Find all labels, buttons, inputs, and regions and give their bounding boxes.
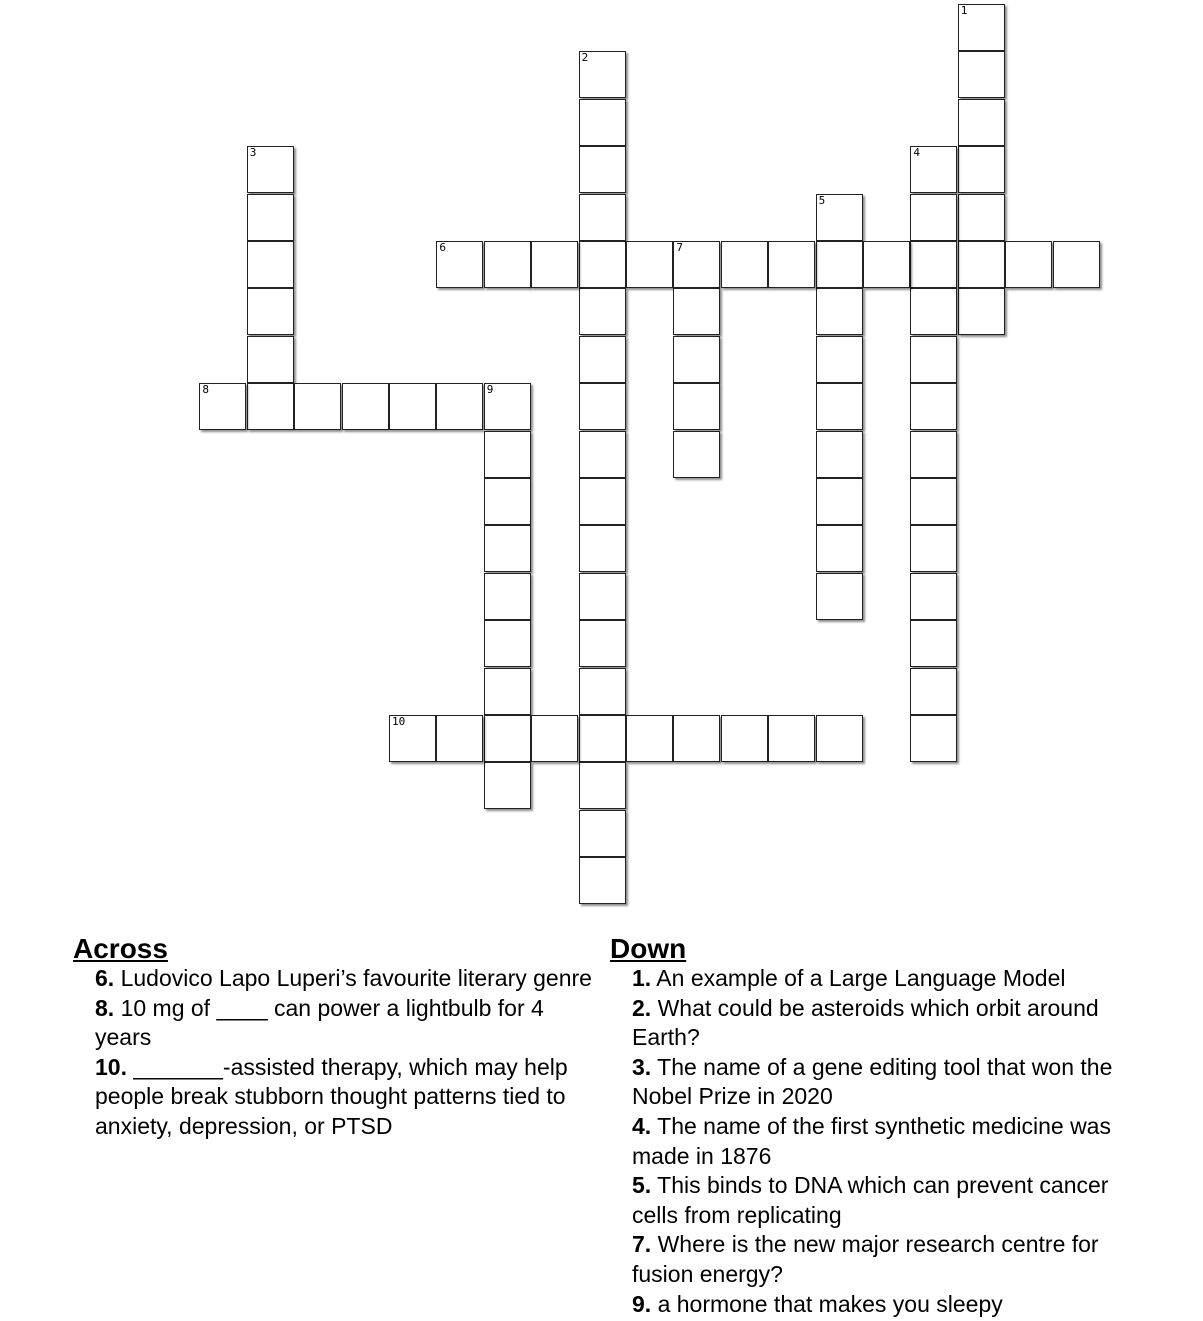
grid-cell[interactable] [436, 383, 483, 430]
grid-cell[interactable] [579, 525, 626, 572]
grid-cell[interactable] [579, 810, 626, 857]
grid-cell[interactable] [579, 288, 626, 335]
clue-number-label: 2 [581, 51, 589, 65]
grid-cell[interactable] [247, 336, 294, 383]
grid-cell[interactable] [436, 241, 483, 288]
grid-cell[interactable] [579, 194, 626, 241]
clue-across-10 [95, 1053, 603, 1142]
clue-number: 6. [95, 965, 115, 991]
grid-cell[interactable] [484, 715, 531, 762]
grid-cell[interactable] [958, 51, 1005, 98]
clue-number-label: 5 [818, 193, 826, 207]
clue-number-label: 4 [913, 146, 921, 160]
grid-cell[interactable] [958, 194, 1005, 241]
grid-cell[interactable] [579, 478, 626, 525]
grid-cell[interactable] [816, 194, 863, 241]
grid-cell[interactable] [910, 288, 957, 335]
grid-cell[interactable] [958, 288, 1005, 335]
grid-cell[interactable] [531, 241, 578, 288]
clue-number: 5. [632, 1172, 652, 1199]
grid-cell[interactable] [958, 241, 1005, 288]
grid-cell[interactable] [958, 4, 1005, 51]
grid-cell[interactable] [342, 383, 389, 430]
grid-cell[interactable] [1005, 241, 1052, 288]
clue-down-1 [632, 964, 1130, 994]
grid-cell[interactable] [910, 478, 957, 525]
clue-across-6 [95, 964, 603, 994]
clue-number: 10. [95, 1053, 127, 1080]
grid-cell[interactable] [484, 383, 531, 430]
grid-cell[interactable] [910, 431, 957, 478]
clue-number: 3. [632, 1053, 652, 1080]
grid-cell[interactable] [199, 383, 246, 430]
grid-cell[interactable] [910, 336, 957, 383]
clue-text: Where is the new major research centre for fusion energy? [632, 1231, 1099, 1287]
grid-cell[interactable] [247, 383, 294, 430]
grid-cell[interactable] [389, 715, 436, 762]
grid-cell[interactable] [910, 146, 957, 193]
clue-number: 1. [632, 965, 652, 991]
grid-cell[interactable] [579, 99, 626, 146]
clue-text: This binds to DNA which can prevent cancer cells from replicating [632, 1172, 1109, 1228]
clue-down-5 [632, 1171, 1130, 1230]
grid-cell[interactable] [910, 620, 957, 667]
grid-cell[interactable] [484, 525, 531, 572]
grid-cell[interactable] [910, 573, 957, 620]
grid-cell[interactable] [579, 857, 626, 904]
down-clue-list [632, 964, 1130, 1319]
grid-cell[interactable] [484, 762, 531, 809]
grid-cell[interactable] [768, 715, 815, 762]
clue-text: _______-assisted therapy, which may help people break stubborn thought patterns tied to anxiety, depression, or PTSD [95, 1053, 568, 1139]
grid-cell[interactable] [863, 241, 910, 288]
grid-cell[interactable] [816, 573, 863, 620]
grid-cell[interactable] [579, 620, 626, 667]
clue-number: 4. [632, 1112, 652, 1139]
grid-cell[interactable] [484, 431, 531, 478]
grid-cell[interactable] [910, 194, 957, 241]
grid-cell[interactable] [626, 715, 673, 762]
grid-cell[interactable] [910, 383, 957, 430]
grid-cell[interactable] [579, 241, 626, 288]
clue-number: 2. [632, 994, 652, 1021]
grid-cell[interactable] [910, 241, 957, 288]
grid-cell[interactable] [721, 241, 768, 288]
grid-cell[interactable] [816, 715, 863, 762]
grid-cell[interactable] [579, 51, 626, 98]
grid-cell[interactable] [436, 715, 483, 762]
grid-cell[interactable] [247, 146, 294, 193]
grid-cell[interactable] [721, 715, 768, 762]
grid-cell[interactable] [816, 336, 863, 383]
grid-cell[interactable] [910, 715, 957, 762]
grid-cell[interactable] [816, 431, 863, 478]
grid-cell[interactable] [673, 336, 720, 383]
down-heading: Down [610, 933, 687, 964]
grid-cell[interactable] [294, 383, 341, 430]
grid-cell[interactable] [958, 99, 1005, 146]
grid-cell[interactable] [579, 573, 626, 620]
clue-text: Ludovico Lapo Luperi’s favourite literary genre [114, 965, 592, 991]
grid-cell[interactable] [816, 525, 863, 572]
grid-cell[interactable] [247, 288, 294, 335]
clue-text: The name of a gene editing tool that won the Nobel Prize in 2020 [632, 1053, 1113, 1110]
grid-cell[interactable] [1053, 241, 1100, 288]
clue-number-label: 9 [486, 383, 494, 397]
clue-number-label: 6 [439, 241, 447, 254]
clue-down-3 [632, 1053, 1130, 1112]
grid-cell[interactable] [579, 336, 626, 383]
grid-cell[interactable] [484, 241, 531, 288]
across-clue-list [95, 964, 603, 1142]
clue-number: 9. [632, 1290, 652, 1317]
clue-down-2 [632, 994, 1130, 1053]
grid-cell[interactable] [579, 383, 626, 430]
grid-cell[interactable] [816, 478, 863, 525]
clue-text: The name of the first synthetic medicine was made in 1876 [632, 1112, 1111, 1169]
grid-cell[interactable] [673, 241, 720, 288]
clue-number: 8. [95, 994, 115, 1021]
grid-cell[interactable] [673, 431, 720, 478]
grid-cell[interactable] [247, 241, 294, 288]
grid-cell[interactable] [910, 525, 957, 572]
grid-cell[interactable] [531, 715, 578, 762]
grid-cell[interactable] [579, 668, 626, 715]
clue-down-4 [632, 1112, 1130, 1171]
grid-cell[interactable] [579, 762, 626, 809]
grid-cell[interactable] [768, 241, 815, 288]
clue-down-9 [632, 1290, 1130, 1320]
clue-number-label: 1 [960, 4, 968, 17]
grid-cell[interactable] [626, 241, 673, 288]
clue-number-label: 8 [202, 383, 210, 397]
grid-cell[interactable] [579, 431, 626, 478]
grid-cell[interactable] [389, 383, 436, 430]
clue-across-8 [95, 994, 603, 1053]
clue-down-7 [632, 1230, 1130, 1289]
grid-cell[interactable] [579, 146, 626, 193]
clue-text: What could be asteroids which orbit around Earth? [632, 994, 1099, 1051]
grid-cell[interactable] [816, 288, 863, 335]
grid-cell[interactable] [579, 715, 626, 762]
grid-cell[interactable] [673, 288, 720, 335]
grid-cell[interactable] [484, 620, 531, 667]
clue-text: a hormone that makes you sleepy [651, 1290, 1003, 1317]
grid-cell[interactable] [673, 715, 720, 762]
across-heading: Across [73, 933, 168, 964]
grid-cell[interactable] [247, 194, 294, 241]
grid-cell[interactable] [958, 146, 1005, 193]
grid-cell[interactable] [816, 241, 863, 288]
clue-text: An example of a Large Language Model [651, 965, 1066, 991]
across-clues [73, 934, 603, 1142]
grid-cell[interactable] [484, 668, 531, 715]
grid-cell[interactable] [484, 573, 531, 620]
clue-number: 7. [632, 1231, 652, 1258]
clue-number-label: 10 [392, 715, 406, 728]
clue-number-label: 7 [676, 241, 684, 254]
grid-cell[interactable] [910, 668, 957, 715]
grid-cell[interactable] [484, 478, 531, 525]
grid-cell[interactable] [816, 383, 863, 430]
clue-number-label: 3 [249, 146, 257, 160]
grid-cell[interactable] [673, 383, 720, 430]
down-clues [610, 934, 1130, 1319]
clue-text: 10 mg of ____ can power a lightbulb for 4 years [95, 994, 544, 1051]
